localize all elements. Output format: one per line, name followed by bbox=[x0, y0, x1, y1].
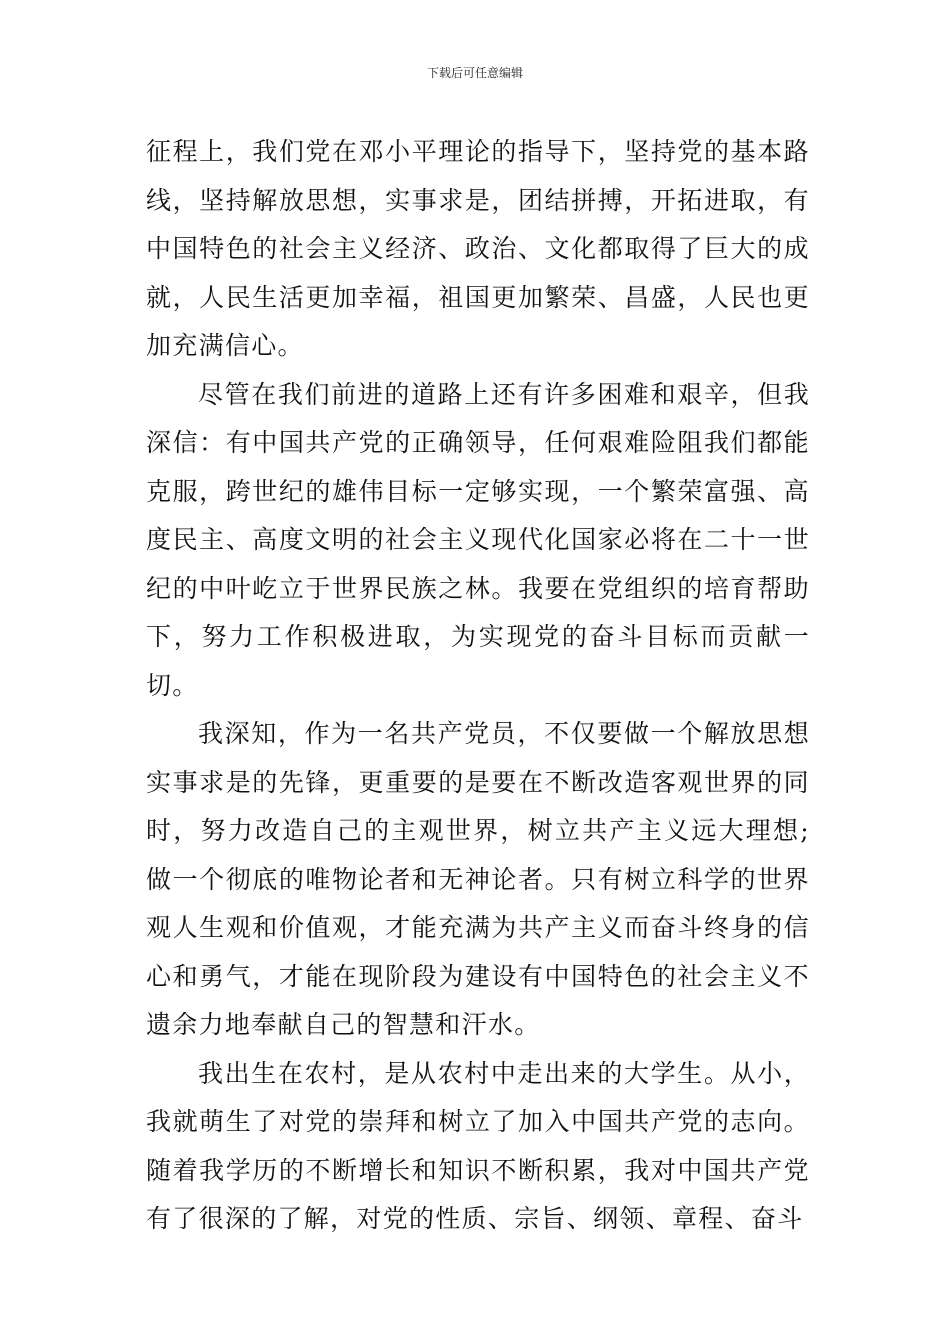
paragraph-3: 我深知，作为一名共产党员，不仅要做一个解放思想实事求是的先锋，更重要的是要在不断改造客观世界的同时，努力改造自己的主观世界，树立共产主义远大理想;做一个彻底的唯物论者和无神论者。只有树立科学的世界观人生观和价值观，才能充满为共产主义而奋斗终身的信心和勇气，才能在现阶段为建设有中国特色的社会主义不遗余力地奉献自己的智慧和汗水。 bbox=[146, 719, 810, 1039]
page-header: 下载后可任意编辑 bbox=[426, 66, 523, 80]
paragraph-1: 征程上，我们党在邓小平理论的指导下，坚持党的基本路线，坚持解放思想，实事求是，团结拼搏，开拓进取，有中国特色的社会主义经济、政治、文化都取得了巨大的成就，人民生活更加幸福，祖国更加繁荣、昌盛，人民也更加充满信心。 bbox=[146, 137, 810, 360]
paragraph-4: 我出生在农村，是从农村中走出来的大学生。从小，我就萌生了对党的崇拜和树立了加入中国共产党的志向。随着我学历的不断增长和知识不断积累，我对中国共产党有了很深的了解，对党的性质、宗旨、纲领、章程、奋斗 bbox=[146, 1058, 810, 1233]
paragraph-2: 尽管在我们前进的道路上还有许多困难和艰辛，但我深信：有中国共产党的正确领导，任何艰难险阻我们都能克服，跨世纪的雄伟目标一定够实现，一个繁荣富强、高度民主、高度文明的社会主义现代化国家必将在二十一世纪的中叶屹立于世界民族之林。我要在党组织的培育帮助下，努力工作积极进取，为实现党的奋斗目标而贡献一切。 bbox=[146, 379, 810, 700]
document-body bbox=[146, 128, 810, 1244]
